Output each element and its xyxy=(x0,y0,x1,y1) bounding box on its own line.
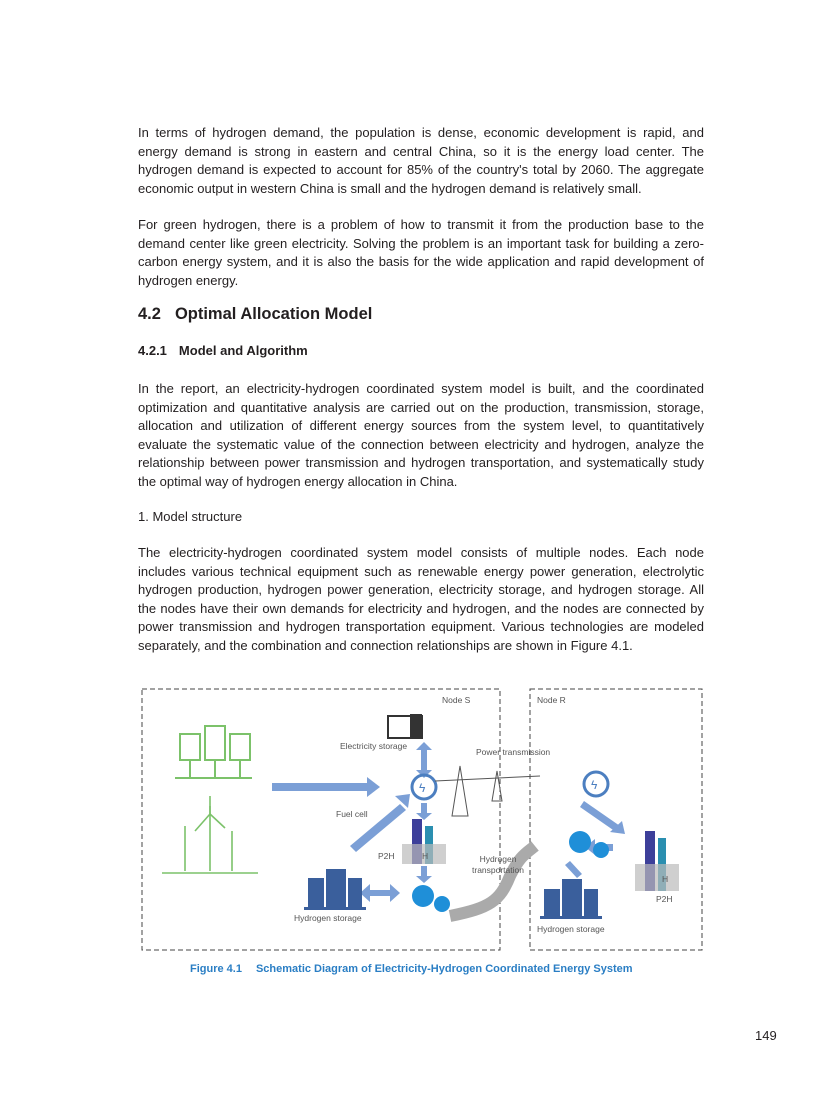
subsection-heading xyxy=(138,343,308,358)
svg-text:ϟ: ϟ xyxy=(591,778,598,792)
wind-turbine-icon xyxy=(162,796,258,873)
label-h2-r: H xyxy=(662,874,669,884)
label-power-transmission: Power transmission xyxy=(476,747,551,757)
figure-diagram xyxy=(140,686,705,954)
svg-text:ϟ: ϟ xyxy=(419,781,426,795)
figure-4-1 xyxy=(140,686,705,954)
label-node-r: Node R xyxy=(537,695,566,705)
electricity-storage-battery-icon xyxy=(388,714,422,738)
arrow-shapes xyxy=(272,742,625,902)
solar-panel-icon xyxy=(175,726,252,778)
hydrogen-storage-tank-icon-r xyxy=(540,879,602,919)
label-h2-s: H xyxy=(422,851,429,861)
paragraph-hydrogen-demand: In terms of hydrogen demand, the population is dense, economic development is rapid, and energy demand is strong in eastern and central China, so it is the energy load center. The hydrogen demand is expected to account for 85% of the country's total by 2060. The aggregate economic output in western China is small and the hydrogen demand is relatively small. xyxy=(138,125,704,196)
node-s-border xyxy=(142,689,500,950)
subsection-title: Model and Algorithm xyxy=(178,343,308,358)
page-number: 149 xyxy=(755,1028,777,1043)
section-title: Optimal Allocation Model xyxy=(174,305,373,323)
power-hub-icon-r xyxy=(584,772,608,796)
label-p2h-s: P2H xyxy=(378,851,395,861)
list-item-model-structure: 1. Model structure xyxy=(138,509,243,524)
label-hydrogen-storage-s: Hydrogen storage xyxy=(294,913,362,923)
label-fuel-cell: Fuel cell xyxy=(336,809,368,819)
figure-caption xyxy=(190,963,633,975)
hydrogen-molecule-icon-s xyxy=(412,885,450,912)
label-electricity-storage: Electricity storage xyxy=(340,741,408,751)
label-hydrogen-storage-r: Hydrogen storage xyxy=(537,924,605,934)
paragraph-model-structure: The electricity-hydrogen coordinated system model consists of multiple nodes. Each node includes various technical equipment such as renewable energy power generation, electrolytic hydrogen production, hydrogen power generation, electricity storage, and hydrogen storage. All the nodes have their own demands for electricity and hydrogen, and the nodes are connected by power transmission and hydrogen transportation equipment. Various technologies are modeled separately, and the combination and connection relationships are shown in Figure 4.1. xyxy=(138,545,704,653)
caption-title: Schematic Diagram of Electricity-Hydrogen Coordinated Energy System xyxy=(255,963,633,975)
section-number: 4.2 xyxy=(138,305,161,323)
paragraph-model-intro: In the report, an electricity-hydrogen coordinated system model is built, and the coordinated optimization and quantitative analysis are carried out on the production, transmission, storage, allocation and utilization of different energy sources from the system level, to quantitatively evaluate the systematic value of the connection between electricity and hydrogen, analyze the relationship between power transmission and hydrogen transportation, and systematically study the optimal way of hydrogen energy allocation in China. xyxy=(138,381,704,489)
label-node-s: Node S xyxy=(442,695,471,705)
p2h-electrolyzer-icon-r xyxy=(635,831,679,891)
label-p2h-r: P2H xyxy=(656,894,673,904)
transmission-tower-icon xyxy=(435,766,540,816)
power-hub-icon xyxy=(412,775,436,799)
subsection-number: 4.2.1 xyxy=(138,343,167,358)
hydrogen-molecule-icon-r xyxy=(569,831,609,858)
section-heading xyxy=(138,305,372,324)
paragraph-green-hydrogen: For green hydrogen, there is a problem of how to transmit it from the production base to the demand center like green electricity. Solving the problem is an important task for building a zero-carbon energy system, and it is also the basis for the wide application and rapid development of hydrogen energy. xyxy=(138,217,704,288)
hydrogen-storage-tank-icon-s xyxy=(304,869,366,910)
caption-number: Figure 4.1 xyxy=(190,963,242,975)
label-hydrogen-transportation: Hydrogen transportation xyxy=(472,854,524,875)
